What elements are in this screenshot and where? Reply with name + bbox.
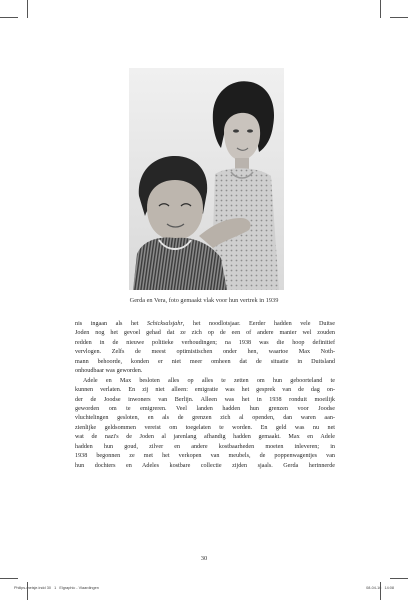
crop-mark-top-left-vertical: [27, 0, 28, 18]
slug-printer: Elgraphic - Vlaardingen: [59, 586, 99, 590]
crop-mark-top-left: [0, 17, 18, 18]
emphasis-term: Schicksalsjahr: [147, 321, 183, 327]
slug-time: 14:08: [384, 586, 394, 590]
slug-date: 08-04-16: [366, 586, 382, 590]
slug-file: Philips-meisje.indd 30 1 Elgraphic - Vlaardingen: [14, 586, 99, 590]
body-line: 1938 begonnen ze met het verkopen van meubels, de poppenwagentjes van: [75, 453, 335, 460]
body-line: mann behoorde, konden er niet meer omheen dat de situatie in Duitsland: [75, 358, 335, 365]
body-line: Joden nog het gevoel gehad dat ze zich op de een of andere manier wel zouden: [75, 330, 335, 337]
slug-file-name: Philips-meisje.indd 30: [14, 586, 51, 590]
body-line: zienlijke geldsommen vereist om toegelaten te worden. En geld was nu net: [75, 424, 335, 431]
body-line: der de Joodse inwoners van Berlijn. Alleen was het in 1938 ronduit moeilijk: [75, 396, 335, 403]
body-line: vervlogen. Zelfs de meest optimistischen onder hen, waartoe Max Noth-: [75, 349, 335, 356]
body-line: hadden hun goud, zilver en andere kostbaarheden moeten inleveren; in: [75, 443, 335, 450]
body-text: [75, 320, 335, 471]
body-line: redden in de nieuwe politieke verhoudingen; na 1938 was die hoop definitief: [75, 339, 335, 346]
body-line: nis ingaan als het Schicksalsjahr, het noodlotsjaar. Eerder hadden vele Duitse: [75, 321, 335, 327]
photograph-image: [129, 68, 284, 290]
body-line: wat de nazi's de Joden al jarenlang afhandig hadden gemaakt. Max en Adele: [75, 434, 335, 441]
crop-mark-top-right-vertical: [380, 0, 381, 18]
page-number: 30: [200, 555, 208, 562]
body-line: geworden om te emigreren. Veel landen hadden hun grenzen voor Joodse: [75, 405, 335, 412]
body-line: kunnen verlaten. En zij niet alleen: emigratie was het gesprek van de dag on-: [75, 387, 335, 394]
body-line: onhoudbaar was geworden.: [75, 368, 143, 375]
photograph: [129, 68, 284, 290]
crop-mark-bottom-right: [390, 578, 408, 579]
body-line: hun dochters en Adeles kostbare collectie zijden sjaals. Gerda herinnerde: [75, 462, 335, 469]
crop-mark-top-right: [390, 17, 408, 18]
crop-mark-bottom-right-vertical: [380, 582, 381, 600]
body-line: Adele en Max besloten alles op alles te zetten om hun geboorteland te: [83, 377, 335, 384]
crop-mark-bottom-left-vertical: [27, 582, 28, 600]
crop-mark-bottom-left: [0, 578, 18, 579]
slug-timestamp: [366, 586, 394, 590]
photo-caption: Gerda en Vera, foto gemaakt vlak voor hun vertrek in 1939: [129, 297, 279, 304]
body-line: vluchtelingen gesloten, en als de grenzen zich al openden, dan waren aan-: [75, 415, 335, 422]
